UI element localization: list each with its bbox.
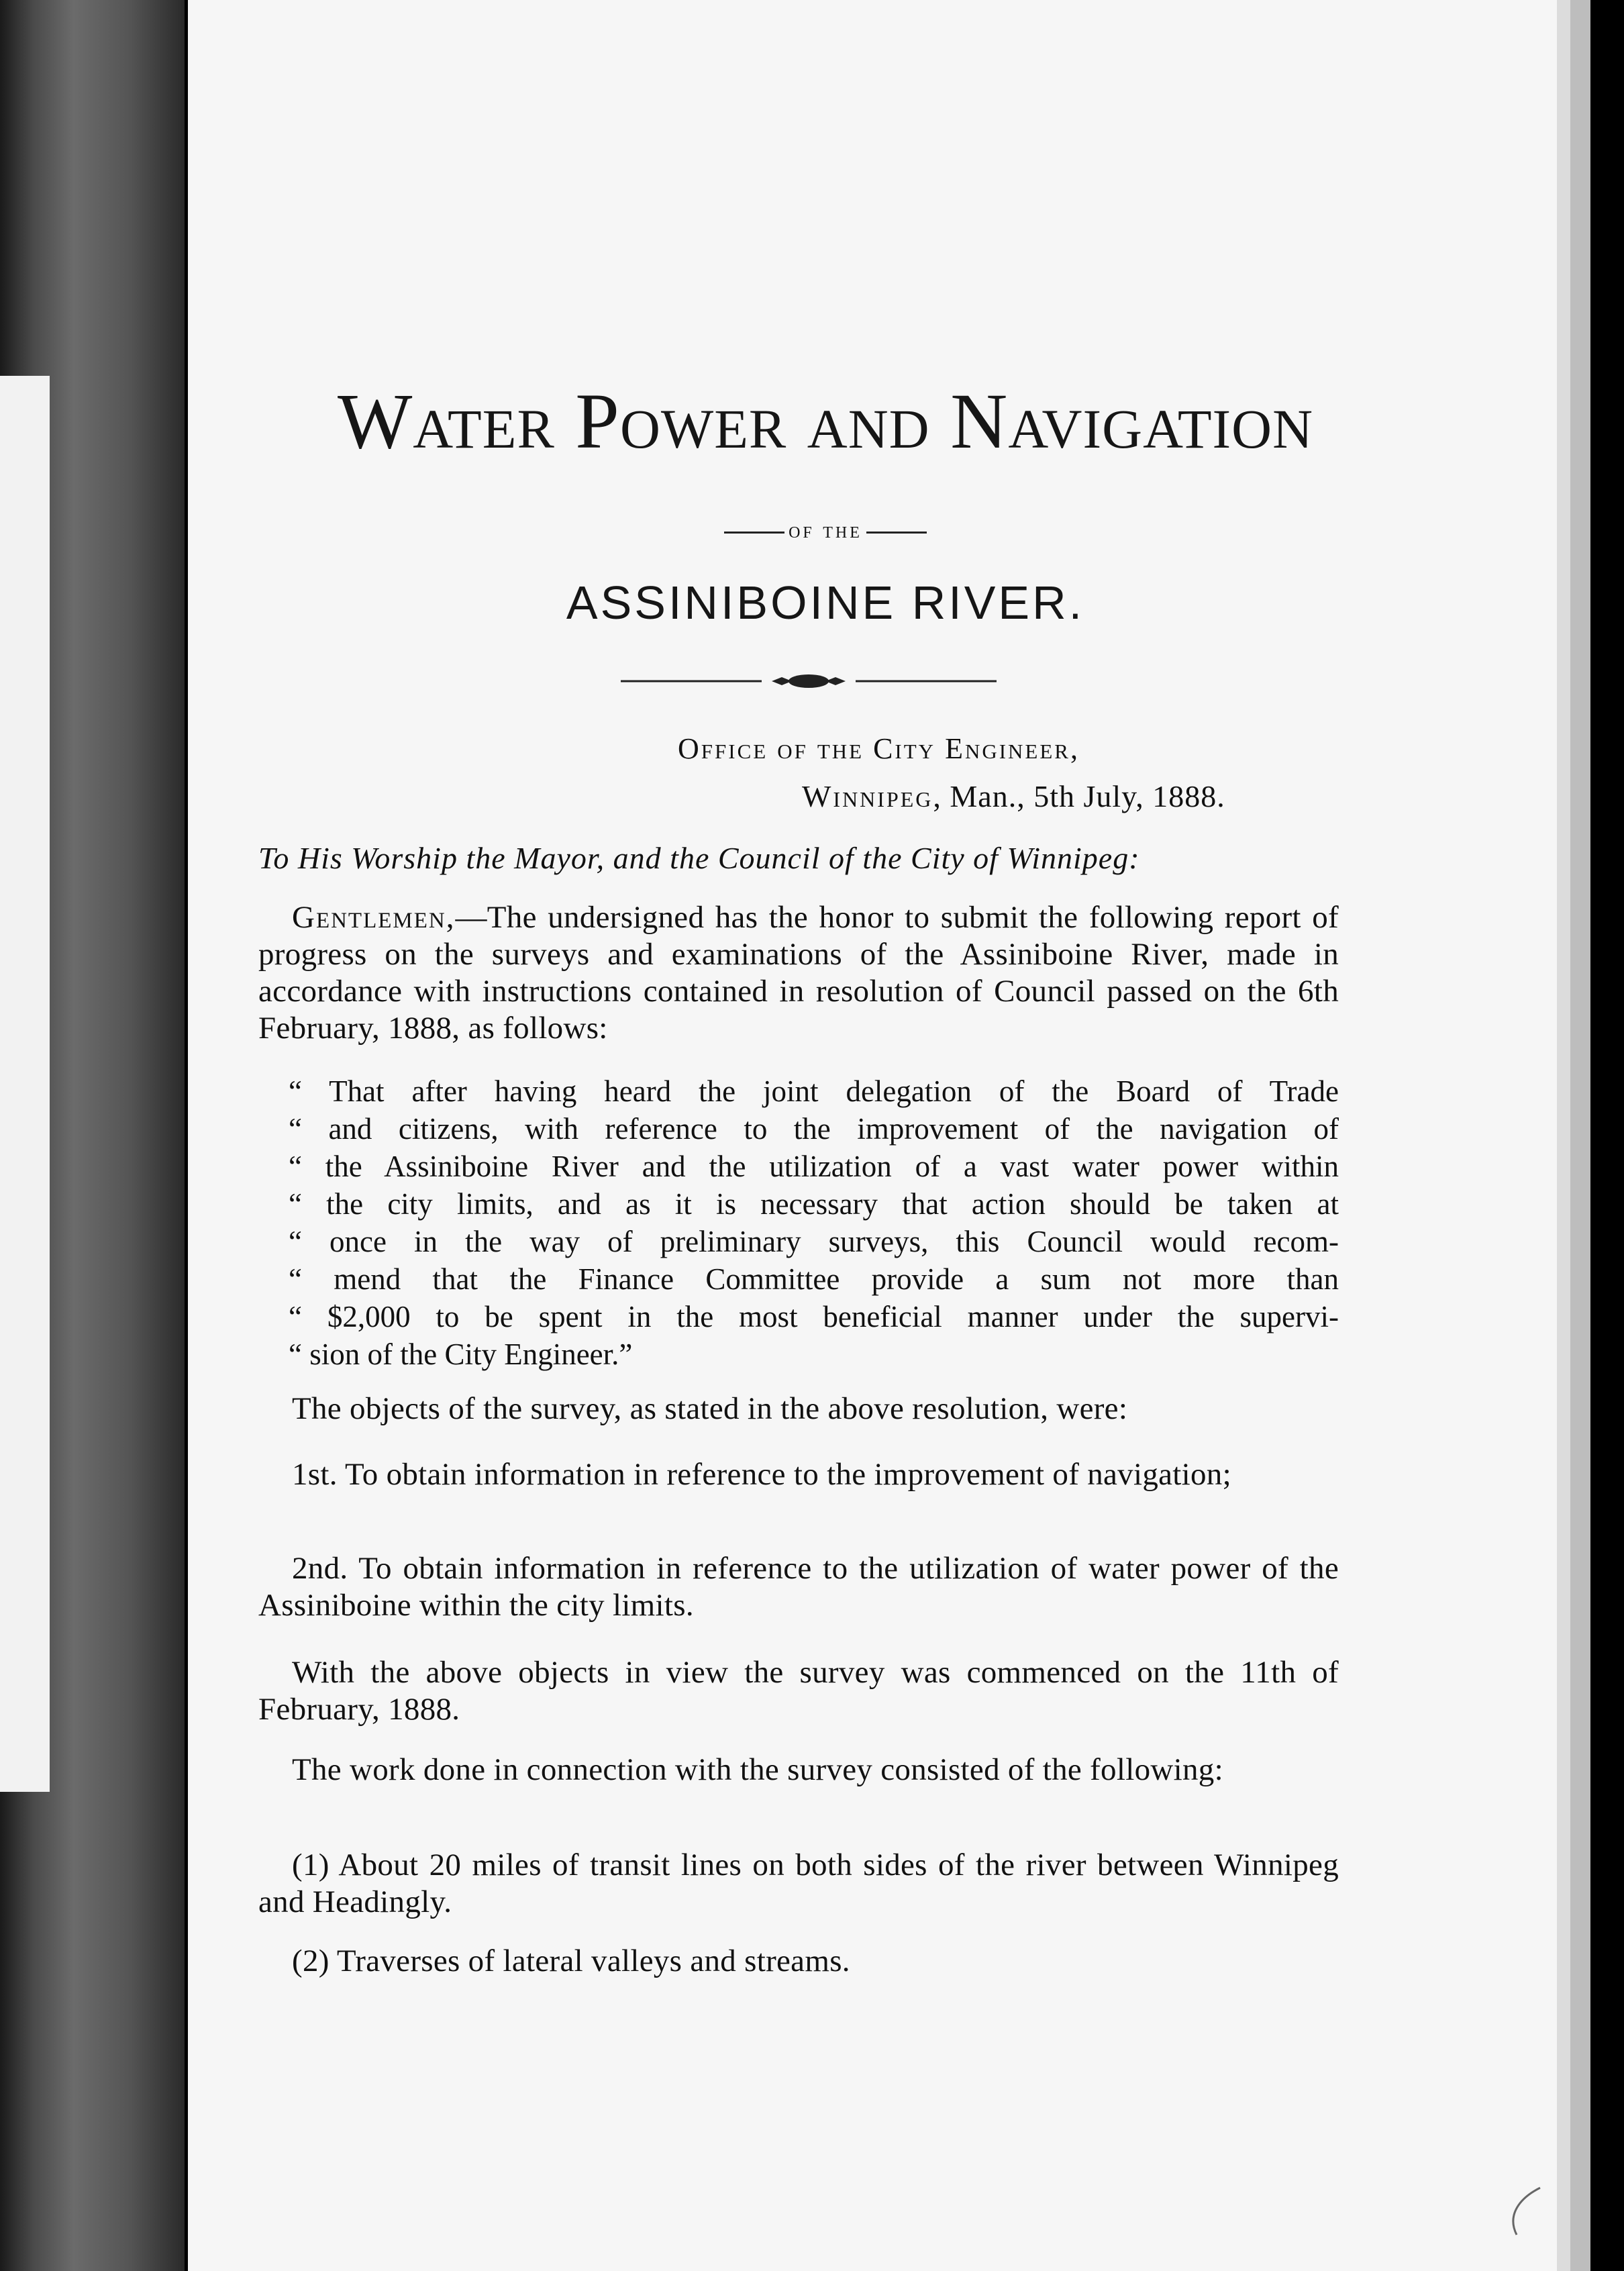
quote-line: “ the Assiniboine River and the utilization of a vast water power within <box>289 1150 1339 1183</box>
office-line: Office of the City Engineer, <box>678 732 1080 765</box>
paragraph-traverses: (2) Traverses of lateral valleys and streams. <box>292 1944 850 1978</box>
quote-line: “ mend that the Finance Committee provide a sum not more than <box>289 1262 1339 1296</box>
gentlemen-word: Gentlemen, <box>292 900 456 935</box>
place-city: Winnipeg <box>802 779 933 813</box>
ornament-divider <box>621 671 997 691</box>
left-dash <box>724 532 784 534</box>
paragraph-first-object: 1st. To obtain information in reference to the improvement of navigation; <box>292 1457 1231 1492</box>
paragraph-work-done: The work done in connection with the survey consisted of the following: <box>292 1752 1223 1787</box>
quote-line: “ That after having heard the joint delegation of the Board of Trade <box>289 1074 1339 1108</box>
quote-line: “ and citizens, with reference to the improvement of the navigation of <box>289 1112 1339 1146</box>
page-edge <box>1557 0 1570 2271</box>
place-date-line <box>802 778 1379 814</box>
paragraph-intro-body: —The undersigned has the honor to submit the following report of progress on the surveys and examinations of the Assiniboine River, made in accordance with instructions contained in resolution of Council passed on the 6th February, 1888, as follows: <box>258 900 1339 1046</box>
ornament-diamond-right <box>825 677 846 685</box>
paragraph-second-object: 2nd. To obtain information in reference to the utilization of water power of the Assiniboine within the city limits. <box>258 1551 1339 1623</box>
document-subtitle: ASSINIBOINE RIVER. <box>566 576 1085 629</box>
quote-line: “ once in the way of preliminary surveys, this Council would recom- <box>289 1225 1339 1258</box>
right-dash <box>866 532 927 534</box>
paragraph-commenced: With the above objects in view the survey was commenced on the 11th of February, 1888. <box>258 1655 1339 1727</box>
page-corner-mark <box>1500 2184 1547 2238</box>
ornament-diamond-left <box>772 677 792 685</box>
document-title: Water Power and Navigation <box>337 377 1314 465</box>
resolution-quote <box>289 1072 1339 1373</box>
corner-curl <box>1513 2188 1540 2235</box>
page-edge-shadow <box>1570 0 1590 2271</box>
ornament-center <box>789 674 829 688</box>
page-tab-strip <box>0 376 50 1792</box>
paragraph-intro <box>258 899 1339 1047</box>
place-date: , Man., 5th July, 1888. <box>933 779 1225 813</box>
salutation: To His Worship the Mayor, and the Council of the City of Winnipeg: <box>258 841 1140 875</box>
quote-line: “ sion of the City Engineer.” <box>289 1338 633 1371</box>
paragraph-objects: The objects of the survey, as stated in the above resolution, were: <box>292 1391 1128 1426</box>
paragraph-transit-lines: (1) About 20 miles of transit lines on both sides of the river between Winnipeg and Headingly. <box>258 1848 1339 1919</box>
quote-line: “ the city limits, and as it is necessary that action should be taken at <box>289 1187 1339 1221</box>
of-the-line <box>242 518 1409 544</box>
of-the-text: of the <box>789 518 862 543</box>
quote-line: “ $2,000 to be spent in the most beneficial manner under the supervi- <box>289 1300 1339 1333</box>
